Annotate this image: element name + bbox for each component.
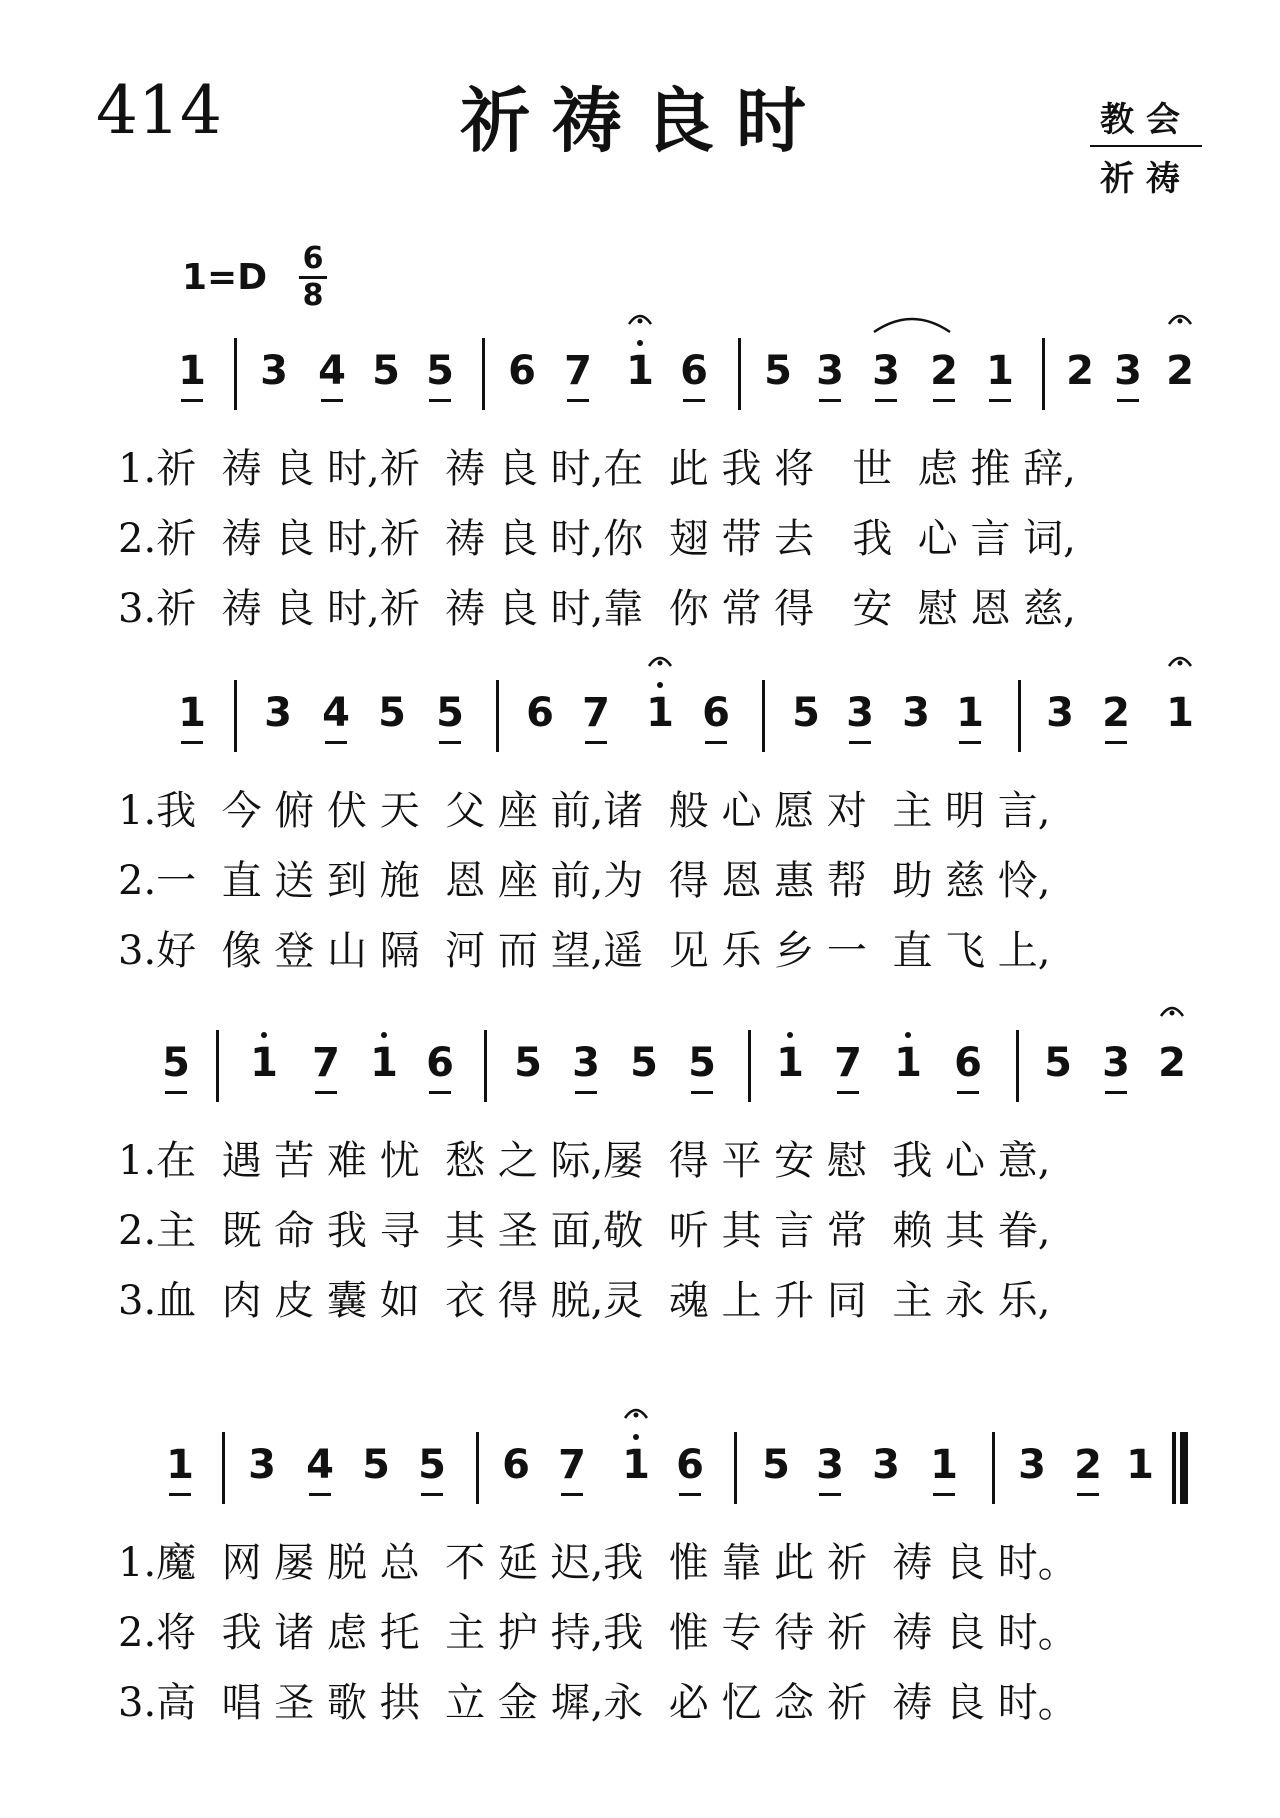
note: 3	[566, 1040, 606, 1086]
barline	[1016, 1030, 1019, 1102]
lyric-verse-2: 2.祈 祷 良 时,祈 祷 良 时,你 翅 带 去 我 心 言 词,	[118, 516, 1076, 562]
note: 3	[248, 1442, 276, 1488]
lyric-verse-1: 1.在 遇 苦 难 忧 愁 之 际,屡 得 平 安 慰 我 心 意,	[118, 1138, 1051, 1184]
note: 5	[682, 1040, 722, 1086]
barline	[222, 1432, 225, 1504]
barline	[484, 1030, 487, 1102]
note: 4	[300, 1442, 340, 1488]
time-signature	[299, 241, 327, 313]
note: 1	[172, 348, 212, 394]
note: 2	[1066, 348, 1094, 394]
barline	[496, 680, 499, 752]
notation-row	[0, 1420, 1280, 1520]
note: 5	[1044, 1040, 1072, 1086]
hymn-title: 祈祷良时	[460, 80, 828, 162]
note: 5	[630, 1040, 658, 1086]
barline	[748, 1030, 751, 1102]
notation-row	[0, 326, 1280, 426]
note: 1	[1166, 690, 1194, 736]
barline	[482, 338, 485, 410]
note: 1	[616, 1442, 656, 1488]
lyric-verse-2: 2.一 直 送 到 施 恩 座 前,为 得 恩 惠 帮 助 慈 怜,	[118, 858, 1051, 904]
time-signature-top: 6	[302, 241, 324, 276]
note: 1	[364, 1040, 404, 1086]
note: 5	[362, 1442, 390, 1488]
lyric-verse-1: 1.祈 祷 良 时,祈 祷 良 时,在 此 我 将 世 虑 推 辞,	[118, 446, 1076, 492]
lyric-verse-3: 3.高 唱 圣 歌 拱 立 金 墀,永 必 忆 念 祈 祷 良 时。	[118, 1680, 1078, 1726]
barline	[738, 338, 741, 410]
fermata-icon	[1167, 308, 1193, 326]
note: 1	[640, 690, 680, 736]
barline	[234, 338, 237, 410]
note: 3	[810, 348, 850, 394]
note: 5	[156, 1040, 196, 1086]
note: 6	[420, 1040, 460, 1086]
note: 5	[514, 1040, 542, 1086]
note: 1	[770, 1040, 810, 1086]
lyric-verse-3: 3.祈 祷 良 时,祈 祷 良 时,靠 你 常 得 安 慰 恩 慈,	[118, 586, 1076, 632]
note: 2	[1068, 1442, 1108, 1488]
note: 3	[264, 690, 292, 736]
lyric-verse-1: 1.魔 网 屡 脱 总 不 延 迟,我 惟 靠 此 祈 祷 良 时。	[118, 1540, 1078, 1586]
note: 5	[764, 348, 792, 394]
note: 5	[378, 690, 406, 736]
note: 2	[1158, 1040, 1186, 1086]
time-signature-bottom: 8	[302, 278, 324, 313]
note: 4	[316, 690, 356, 736]
note: 3	[840, 690, 880, 736]
note: 3	[260, 348, 288, 394]
category-divider	[1090, 145, 1202, 147]
note: 5	[412, 1442, 452, 1488]
lyric-verse-3: 3.好 像 登 山 隔 河 而 望,遥 见 乐 乡 一 直 飞 上,	[118, 928, 1051, 974]
final-barline	[1172, 1432, 1176, 1504]
barline	[1018, 680, 1021, 752]
barline	[476, 1432, 479, 1504]
fermata-icon	[1159, 1000, 1185, 1018]
hymn-category	[1090, 92, 1202, 200]
note: 2	[1096, 690, 1136, 736]
note: 3	[810, 1442, 850, 1488]
note: 2	[924, 348, 964, 394]
note: 7	[576, 690, 616, 736]
note: 1	[1126, 1442, 1154, 1488]
fermata-icon	[1167, 650, 1193, 668]
note: 1	[620, 348, 660, 394]
key-signature	[182, 241, 327, 313]
note: 7	[828, 1040, 868, 1086]
note: 1	[950, 690, 990, 736]
note: 3	[902, 690, 930, 736]
lyric-verse-2: 2.主 既 命 我 寻 其 圣 面,敬 听 其 言 常 赖 其 眷,	[118, 1208, 1051, 1254]
category-subsection: 祈祷	[1100, 159, 1192, 199]
note: 7	[306, 1040, 346, 1086]
note: 1	[888, 1040, 928, 1086]
barline	[992, 1432, 995, 1504]
note: 4	[312, 348, 352, 394]
note: 6	[526, 690, 554, 736]
barline	[734, 1432, 737, 1504]
barline	[234, 680, 237, 752]
note: 5	[430, 690, 470, 736]
note: 1	[980, 348, 1020, 394]
lyric-verse-3: 3.血 肉 皮 囊 如 衣 得 脱,灵 魂 上 升 同 主 永 乐,	[118, 1278, 1051, 1324]
note: 6	[674, 348, 714, 394]
note: 3	[1018, 1442, 1046, 1488]
slur-icon	[872, 312, 952, 334]
note: 7	[552, 1442, 592, 1488]
note: 3	[1046, 690, 1074, 736]
barline	[1042, 338, 1045, 410]
note: 1	[924, 1442, 964, 1488]
note: 1	[172, 690, 212, 736]
fermata-icon	[627, 308, 653, 326]
note: 1	[160, 1442, 200, 1488]
category-section: 教会	[1100, 100, 1192, 140]
note: 3	[866, 348, 906, 394]
notation-row	[0, 1018, 1280, 1118]
note: 6	[696, 690, 736, 736]
note: 2	[1166, 348, 1194, 394]
note: 5	[420, 348, 460, 394]
barline	[762, 680, 765, 752]
note: 6	[508, 348, 536, 394]
lyric-verse-1: 1.我 今 俯 伏 天 父 座 前,诸 般 心 愿 对 主 明 言,	[118, 788, 1051, 834]
note: 3	[1096, 1040, 1136, 1086]
fermata-icon	[647, 650, 673, 668]
lyric-verse-2: 2.将 我 诸 虑 托 主 护 持,我 惟 专 待 祈 祷 良 时。	[118, 1610, 1078, 1656]
note: 5	[762, 1442, 790, 1488]
fermata-icon	[623, 1402, 649, 1420]
note: 6	[670, 1442, 710, 1488]
note: 6	[948, 1040, 988, 1086]
barline	[216, 1030, 219, 1102]
note: 5	[372, 348, 400, 394]
note: 3	[872, 1442, 900, 1488]
notation-row	[0, 668, 1280, 768]
note: 5	[792, 690, 820, 736]
note: 7	[558, 348, 598, 394]
hymn-number: 414	[96, 72, 222, 149]
note: 1	[244, 1040, 284, 1086]
note: 3	[1108, 348, 1148, 394]
note: 6	[502, 1442, 530, 1488]
key-text: 1=D	[182, 257, 268, 298]
